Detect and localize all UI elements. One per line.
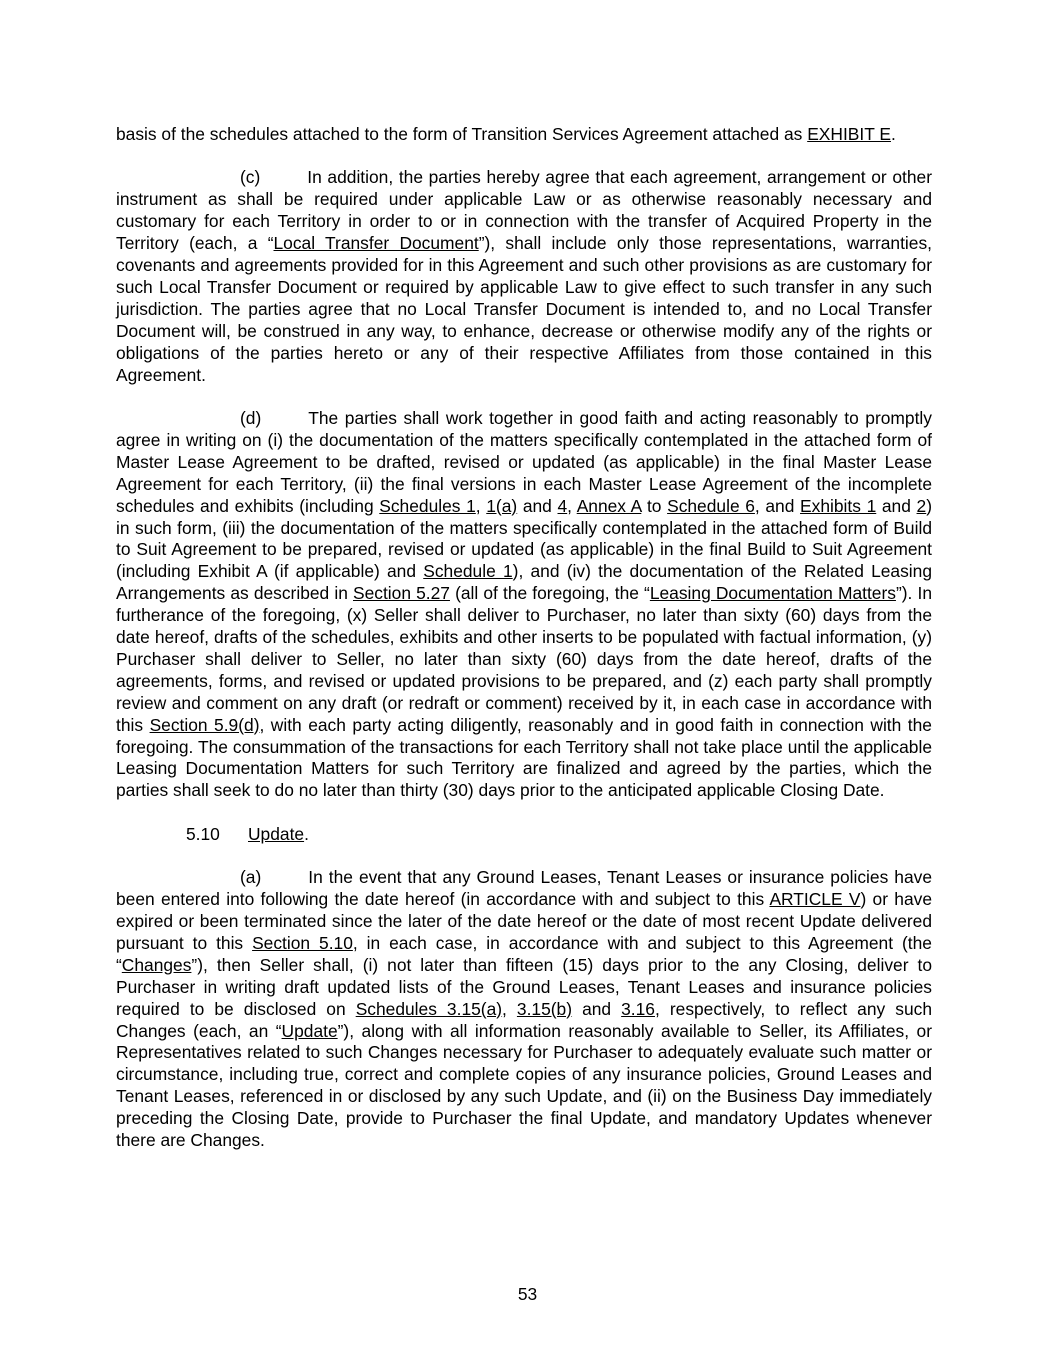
cross-reference: 2 <box>916 495 927 516</box>
defined-term: Changes <box>121 954 192 975</box>
cross-reference: ARTICLE V <box>769 889 861 910</box>
paragraph-a: (a) In the event that any Ground Leases, Tenant Leases or insurance policies have been entered into following the date hereof (in accordance with and subject to this ARTICLE V) or have expired or been terminated since the later of the date hereof or the date of most recent Update delivered pursuant to this Section 5.10, in each case, in accordance with and subject to this Agreement (the “Changes”), then Seller shall, (i) not later than fifteen (15) days prior to the any Closing, deliver to Purchaser in writing draft updated lists of the Ground Leases, Tenant Leases and insurance policies required to be disclosed on Schedules 3.15(a), 3.15(b) and 3.16, respectively, to reflect any such Changes (each, an “Update”), along with all information reasonably available to Seller, its Affiliates, or Representatives related to such Changes necessary for Purchaser to adequately evaluate such matter or circumstance, including true, correct and complete copies of any insurance policies, Ground Leases and Tenant Leases, referenced in or disclosed by any such Update, and (ii) on the Business Day immediately preceding the Closing Date, provide to Purchaser the final Update, and mandatory Updates whenever there are Changes. <box>116 867 932 1151</box>
cross-reference: Exhibits 1 <box>800 495 877 516</box>
paragraph-label: (d) <box>240 407 262 428</box>
section-number: 5.10 <box>186 823 220 844</box>
defined-term: Local Transfer Document <box>273 233 479 254</box>
defined-term: Leasing Documentation Matters <box>649 583 896 604</box>
cross-reference: 3.16 <box>621 998 655 1019</box>
intro-paragraph: basis of the schedules attached to the form of Transition Services Agreement attached as EXHIBIT E. <box>116 124 896 144</box>
cross-reference: 4 <box>557 495 568 516</box>
cross-reference: Section 5.9(d) <box>149 714 260 735</box>
document-body <box>116 124 932 1152</box>
paragraph-c: (c) In addition, the parties hereby agree that each agreement, arrangement or other instrument as shall be required under applicable Law or as otherwise reasonably necessary and customary for each Territory in order to or in connection with the transfer of Acquired Property in the Territory (each, a “Local Transfer Document”), shall include only those representations, warranties, covenants and agreements provided for in this Agreement and such other provisions as are customary for such Local Transfer Document or required by applicable Law to give effect to such transfer in any such jurisdiction. The parties agree that no Local Transfer Document is intended to, and no Local Transfer Document will, be construed in any way, to enhance, decrease or otherwise modify any of the rights or obligations of the parties hereto or any of their respective Affiliates from those contained in this Agreement. <box>116 167 932 385</box>
exhibit-e-reference: EXHIBIT E <box>807 124 891 144</box>
section-title: Update <box>248 823 305 844</box>
cross-reference: Section 5.27 <box>353 583 450 604</box>
cross-reference: Section 5.10 <box>252 932 353 953</box>
cross-reference: Schedules 1 <box>379 495 476 516</box>
page-number: 53 <box>517 1284 538 1304</box>
cross-reference: Schedule 1 <box>423 561 513 582</box>
cross-reference: Schedules 3.15(a) <box>355 998 503 1019</box>
section-heading: 5.10 Update. <box>186 823 309 844</box>
paragraph-label: (a) <box>240 867 262 888</box>
paragraph-d: (d) The parties shall work together in good faith and acting reasonably to promptly agree in writing on (i) the documentation of the matters specifically contemplated in the attached form of Master Lease Agreement to be drafted, revised or updated (as applicable) in the final Master Lease Agreement for each Territory, (ii) the final versions in each Master Lease Agreement of the incomplete schedules and exhibits (including Schedules 1, 1(a) and 4, Annex A to Schedule 6, and Exhibits 1 and 2) in such form, (iii) the documentation of the matters specifically contemplated in the attached form of Build to Suit Agreement to be prepared, revised or updated (as applicable) in the final Build to Suit Agreement (including Exhibit A (if applicable) and Schedule 1), and (iv) the documentation of the Related Leasing Arrangements as described in Section 5.27 (all of the foregoing, the “Leasing Documentation Matters”). In furtherance of the foregoing, (x) Seller shall deliver to Purchaser, no later than sixty (60) days from the date hereof, drafts of the schedules, exhibits and other inserts to be populated with factual information, (y) Purchaser shall deliver to Seller, no later than sixty (60) days from the date hereof, drafts of the agreements, forms, and revised or updated provisions to be prepared, and (z) each party shall promptly review and comment on any draft (or redraft or comment) received by it, in each case in accordance with this Section 5.9(d), with each party acting diligently, reasonably and in good faith in connection with the foregoing. The consummation of the transactions for each Territory shall not take place until the applicable Leasing Documentation Matters for such Territory are finalized and agreed by the parties, which the parties shall seek to do no later than thirty (30) days prior to the anticipated applicable Closing Date. <box>116 407 933 801</box>
defined-term: Update <box>281 1020 338 1041</box>
paragraph-label: (c) <box>240 167 261 188</box>
cross-reference: 3.15(b) <box>516 998 573 1019</box>
cross-reference: 1(a) <box>486 495 518 516</box>
cross-reference: Schedule 6 <box>667 495 755 516</box>
cross-reference: Annex A <box>576 495 642 516</box>
